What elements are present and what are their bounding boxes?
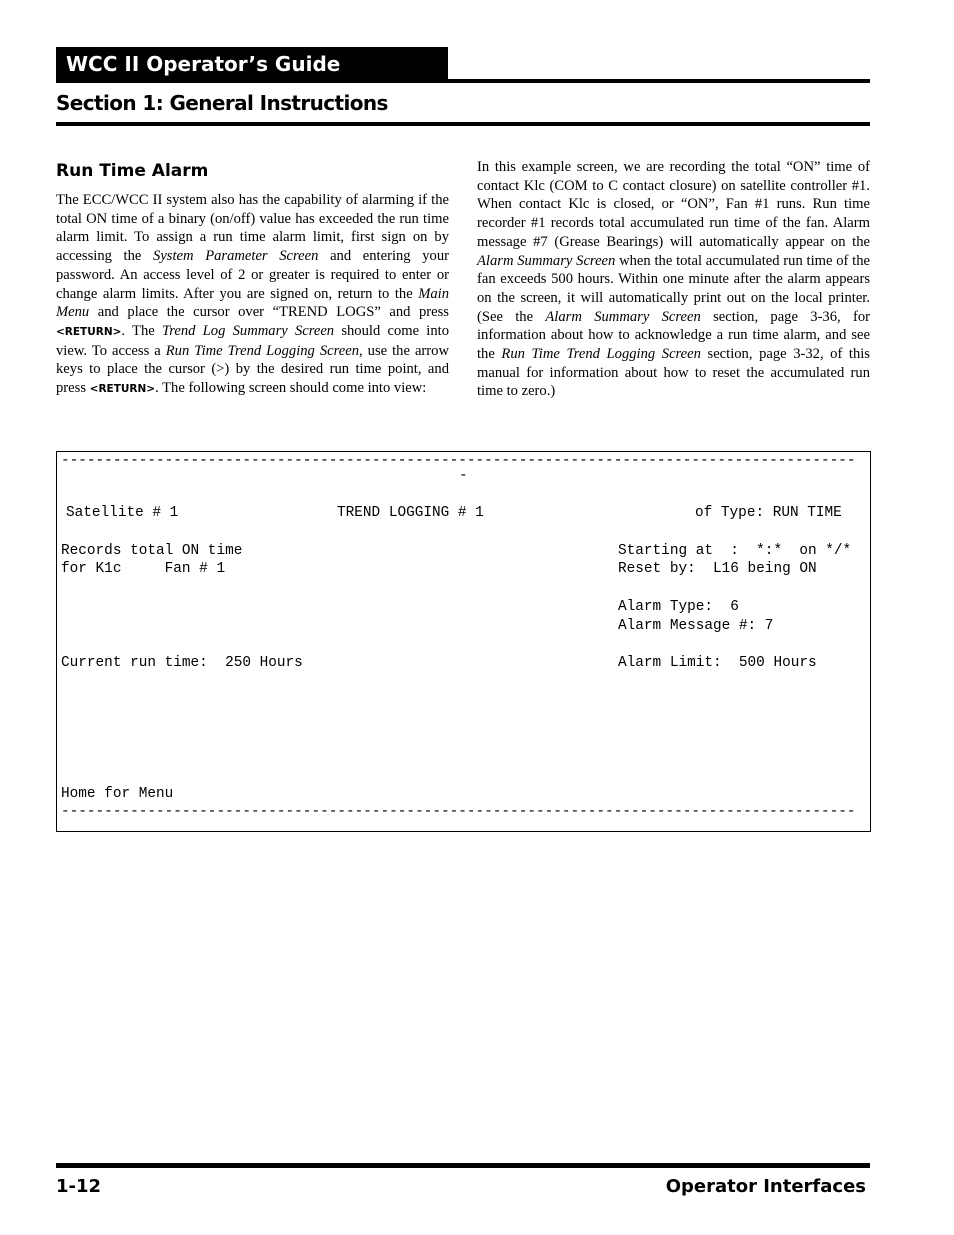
emphasis: Run Time Trend Logging Screen bbox=[501, 346, 701, 363]
section-title: Section 1: General Instructions bbox=[56, 91, 388, 115]
right-paragraph bbox=[477, 158, 870, 401]
alarm-type-value: Alarm Type: 6 bbox=[618, 599, 739, 615]
text-run: The ECC/WCC II system also has the capability of alarming if the total ON time of a binary (on/off) value has exceeded the run time alarm limit. To assign a run time alarm limit, first sign on by accessing the bbox=[56, 192, 449, 265]
point-label: for K1c Fan # 1 bbox=[61, 561, 226, 577]
trend-logging-label: TREND LOGGING # 1 bbox=[337, 505, 484, 521]
home-menu-prompt: Home for Menu bbox=[61, 786, 174, 802]
satellite-label: Satellite # 1 bbox=[66, 505, 179, 521]
text-run: . The bbox=[121, 322, 162, 339]
text-run: section, page 3-36, for information about how to acknowledge a run time alarm, and see the bbox=[477, 308, 870, 363]
records-label: Records total ON time bbox=[61, 543, 243, 559]
page-number: 1-12 bbox=[56, 1176, 102, 1197]
left-column bbox=[56, 158, 449, 399]
emphasis: Main Menu bbox=[56, 285, 449, 321]
footer-section-name: Operator Interfaces bbox=[665, 1176, 866, 1197]
text-run: and entering your password. An access level of 2 or greater is required to enter or change alarm limits. After you are signed on, return to the bbox=[56, 248, 449, 302]
guide-title: WCC II Operator’s Guide bbox=[56, 47, 448, 81]
footer-rule bbox=[56, 1163, 870, 1168]
text-run: when the total accumulated run time of the fan exceeds 500 hours. Within one minute after the alarm appears on the screen, it will automatically print out on the local printer. (See the bbox=[477, 252, 870, 325]
header-rule bbox=[56, 79, 870, 83]
text-run: , use the arrow keys to place the cursor (>) by the desired run time point, and press bbox=[56, 342, 449, 397]
screen-bottom-border: -------------------------------------------------------------------------------------------- bbox=[61, 804, 856, 820]
dash-mark: - bbox=[459, 468, 468, 484]
right-column bbox=[477, 158, 870, 401]
emphasis: Alarm Summary Screen bbox=[545, 308, 701, 325]
alarm-limit-value: Alarm Limit: 500 Hours bbox=[618, 655, 817, 671]
alarm-message-value: Alarm Message #: 7 bbox=[618, 618, 774, 634]
text-run: . The following screen should come into view: bbox=[155, 380, 427, 397]
section-rule bbox=[56, 122, 870, 126]
reset-by-value: Reset by: L16 being ON bbox=[618, 561, 817, 577]
run-time-alarm-heading: Run Time Alarm bbox=[56, 161, 209, 181]
return-key-label: <RETURN> bbox=[56, 325, 122, 338]
screen-top-border: -------------------------------------------------------------------------------------------- bbox=[61, 453, 856, 469]
emphasis: Trend Log Summary Screen bbox=[161, 322, 335, 339]
return-key-label: <RETURN> bbox=[89, 383, 156, 396]
type-label: of Type: RUN TIME bbox=[695, 505, 842, 521]
emphasis: Alarm Summary Screen bbox=[477, 252, 616, 269]
text-run: and place the cursor over “TREND LOGS” and press bbox=[89, 304, 449, 321]
text-run: should come into view. To access a bbox=[56, 322, 449, 359]
left-paragraph bbox=[56, 191, 449, 399]
current-run-time-value: Current run time: 250 Hours bbox=[61, 655, 303, 671]
emphasis: Run Time Trend Logging Screen bbox=[165, 342, 360, 359]
starting-at-value: Starting at : *:* on */* bbox=[618, 543, 852, 559]
emphasis: System Parameter Screen bbox=[153, 248, 319, 265]
terminal-screen-example bbox=[56, 451, 871, 832]
text-run: In this example screen, we are recording the total “ON” time of contact Klc (COM to C contact closure) on satellite controller #1. When contact Klc is closed, or “ON”, Fan #1 runs. Run time recorder #1 records total accumulated run time of the fan. Alarm message #7 (Grease Bearings) will automatically appear on the bbox=[477, 159, 870, 250]
text-run: section, page 3-32, of this manual for information about how to reset the accumulated run time to zero.) bbox=[477, 346, 870, 400]
